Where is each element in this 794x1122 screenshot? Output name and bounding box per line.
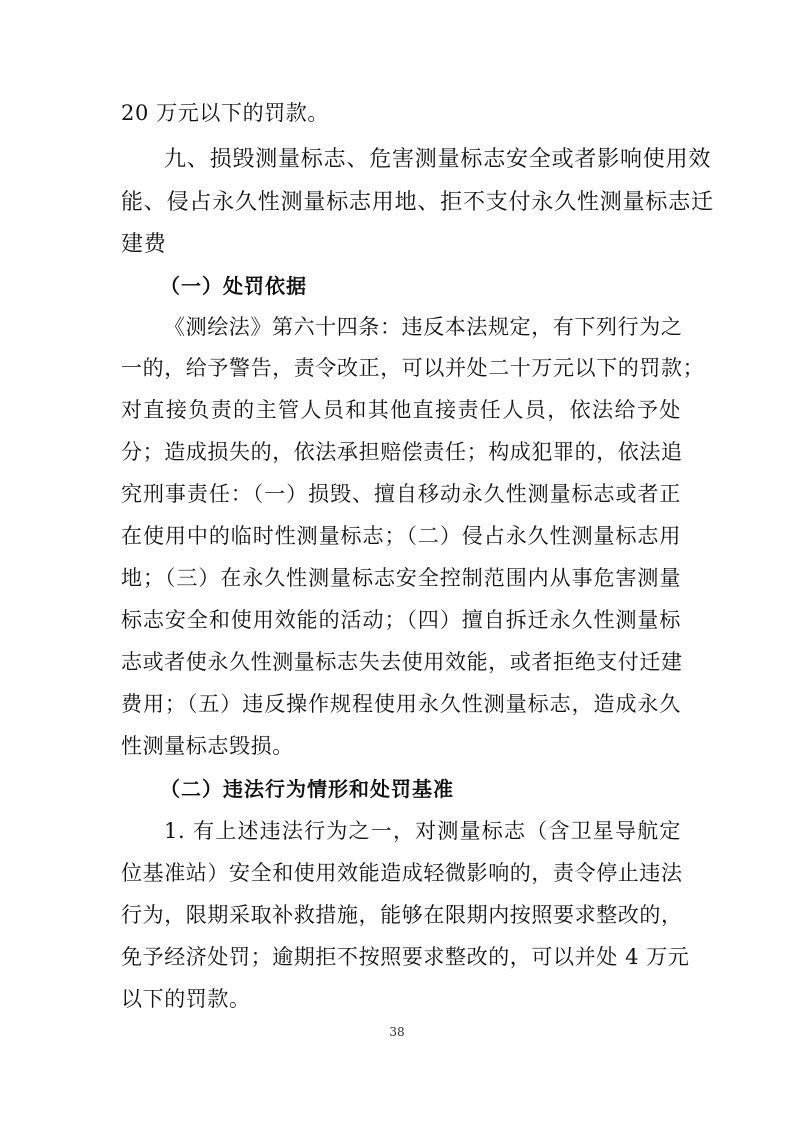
paragraph-line: 一的，给予警告，责令改正，可以并处二十万元以下的罚款； <box>121 356 705 380</box>
paragraph-line: 免予经济处罚；逾期拒不按照要求整改的，可以并处 4 万元 <box>121 945 690 969</box>
section-heading-line: 建费 <box>121 232 167 257</box>
paragraph-line: 对直接负责的主管人员和其他直接责任人员，依法给予处 <box>121 398 681 422</box>
paragraph-line: 以下的罚款。 <box>121 987 251 1011</box>
subsection-heading: （二）违法行为情形和处罚基准 <box>160 777 454 801</box>
text-line: 20 万元以下的罚款。 <box>121 101 329 125</box>
paragraph-line: 分；造成损失的，依法承担赔偿责任；构成犯罪的，依法追 <box>121 440 683 464</box>
paragraph-line: 1. 有上述违法行为之一，对测量标志（含卫星导航定 <box>164 819 681 843</box>
paragraph-line: 《测绘法》第六十四条：违反本法规定，有下列行为之 <box>164 315 683 339</box>
paragraph-line: 位基准站）安全和使用效能造成轻微影响的，责令停止违法 <box>121 861 683 885</box>
paragraph-line: 行为，限期采取补救措施，能够在限期内按照要求整改的， <box>121 903 683 927</box>
paragraph-line: 志或者使永久性测量标志失去使用效能，或者拒绝支付迁建 <box>121 650 683 674</box>
subsection-heading: （一）处罚依据 <box>160 274 307 298</box>
paragraph-line: 地；（三）在永久性测量标志安全控制范围内从事危害测量 <box>121 566 681 590</box>
paragraph-line: 性测量标志毁损。 <box>121 734 294 758</box>
page-number: 38 <box>389 1025 405 1039</box>
paragraph-line: 标志安全和使用效能的活动；（四）擅自拆迁永久性测量标 <box>121 608 681 632</box>
section-heading-line: 九、损毁测量标志、危害测量标志安全或者影响使用效 <box>164 147 712 172</box>
paragraph-line: 费用；（五）违反操作规程使用永久性测量标志，造成永久 <box>121 692 681 716</box>
paragraph-line: 究刑事责任：（一）损毁、擅自移动永久性测量标志或者正 <box>121 482 681 506</box>
paragraph-line: 在使用中的临时性测量标志；（二）侵占永久性测量标志用 <box>121 524 681 548</box>
section-heading-line: 能、侵占永久性测量标志用地、拒不支付永久性测量标志迁 <box>121 190 714 215</box>
